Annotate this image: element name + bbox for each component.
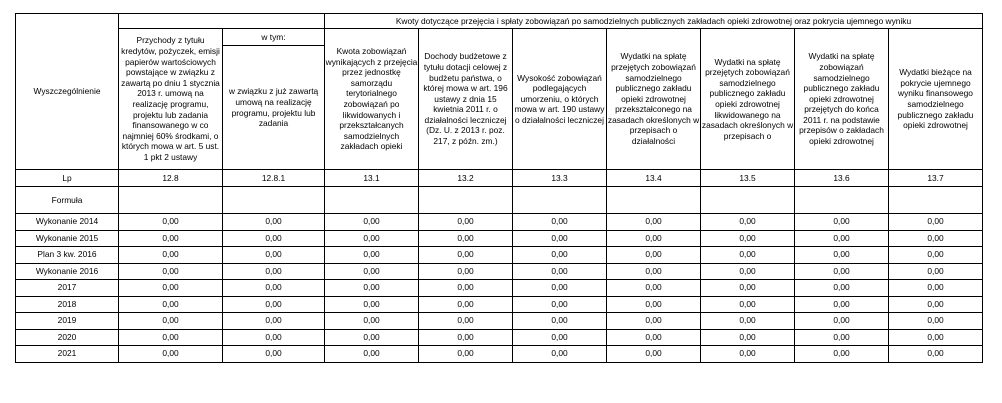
table-row bbox=[16, 214, 983, 231]
formula-cell bbox=[419, 187, 513, 214]
table-row bbox=[16, 247, 983, 264]
value-cell: 0,00 bbox=[119, 230, 223, 247]
value-cell: 0,00 bbox=[607, 296, 701, 313]
formula-cell bbox=[513, 187, 607, 214]
value-cell: 0,00 bbox=[325, 313, 419, 330]
value-cell: 0,00 bbox=[325, 346, 419, 363]
value-cell: 0,00 bbox=[889, 263, 983, 280]
formula-cell bbox=[701, 187, 795, 214]
value-cell: 0,00 bbox=[513, 329, 607, 346]
value-cell: 0,00 bbox=[795, 313, 889, 330]
value-cell: 0,00 bbox=[325, 263, 419, 280]
column-code: 13.4 bbox=[607, 170, 701, 187]
value-cell: 0,00 bbox=[513, 280, 607, 297]
column-code: 12.8 bbox=[119, 170, 223, 187]
value-cell: 0,00 bbox=[119, 313, 223, 330]
value-cell: 0,00 bbox=[889, 230, 983, 247]
value-cell: 0,00 bbox=[119, 247, 223, 264]
value-cell: 0,00 bbox=[889, 313, 983, 330]
value-cell: 0,00 bbox=[513, 214, 607, 231]
formula-cell bbox=[889, 187, 983, 214]
value-cell: 0,00 bbox=[889, 247, 983, 264]
value-cell: 0,00 bbox=[607, 346, 701, 363]
row-label: 2019 bbox=[16, 313, 119, 330]
formula-cell bbox=[119, 187, 223, 214]
column-code: 13.3 bbox=[513, 170, 607, 187]
value-cell: 0,00 bbox=[223, 214, 325, 231]
value-cell: 0,00 bbox=[119, 280, 223, 297]
column-header-13-6: Wydatki na spłatę zobowiązań samodzielnego publicznego zakładu opieki zdrowotnej przejętych do końca 2011 r. na podstawie przepisów o zakładach opieki zdrowotnej bbox=[795, 29, 889, 170]
value-cell: 0,00 bbox=[419, 313, 513, 330]
value-cell: 0,00 bbox=[795, 329, 889, 346]
value-cell: 0,00 bbox=[223, 346, 325, 363]
value-cell: 0,00 bbox=[223, 329, 325, 346]
value-cell: 0,00 bbox=[889, 346, 983, 363]
value-cell: 0,00 bbox=[701, 263, 795, 280]
table-row bbox=[16, 296, 983, 313]
value-cell: 0,00 bbox=[701, 214, 795, 231]
value-cell: 0,00 bbox=[889, 296, 983, 313]
value-cell: 0,00 bbox=[325, 214, 419, 231]
value-cell: 0,00 bbox=[607, 313, 701, 330]
value-cell: 0,00 bbox=[513, 263, 607, 280]
value-cell: 0,00 bbox=[701, 346, 795, 363]
column-header-13-2: Dochody budżetowe z tytułu dotacji celowej z budżetu państwa, o której mowa w art. 196 ustawy z dnia 15 kwietnia 2011 r. o działalności leczniczej (Dz. U. z 2013 r. poz. 217, z późn. zm.) bbox=[419, 29, 513, 170]
row-label: 2018 bbox=[16, 296, 119, 313]
row-label: 2017 bbox=[16, 280, 119, 297]
formula-cell bbox=[325, 187, 419, 214]
row-label: 2021 bbox=[16, 346, 119, 363]
value-cell: 0,00 bbox=[889, 280, 983, 297]
value-cell: 0,00 bbox=[513, 247, 607, 264]
value-cell: 0,00 bbox=[325, 230, 419, 247]
lp-label: Lp bbox=[16, 170, 119, 187]
value-cell: 0,00 bbox=[795, 263, 889, 280]
column-code: 12.8.1 bbox=[223, 170, 325, 187]
table-row bbox=[16, 280, 983, 297]
value-cell: 0,00 bbox=[513, 313, 607, 330]
value-cell: 0,00 bbox=[701, 247, 795, 264]
value-cell: 0,00 bbox=[119, 263, 223, 280]
value-cell: 0,00 bbox=[607, 247, 701, 264]
value-cell: 0,00 bbox=[325, 280, 419, 297]
row-label: Wykonanie 2016 bbox=[16, 263, 119, 280]
value-cell: 0,00 bbox=[419, 280, 513, 297]
value-cell: 0,00 bbox=[223, 296, 325, 313]
value-cell: 0,00 bbox=[419, 230, 513, 247]
value-cell: 0,00 bbox=[419, 247, 513, 264]
column-code: 13.7 bbox=[889, 170, 983, 187]
value-cell: 0,00 bbox=[795, 280, 889, 297]
formula-cell bbox=[795, 187, 889, 214]
blank-header-cell bbox=[119, 14, 325, 29]
table-row bbox=[16, 313, 983, 330]
value-cell: 0,00 bbox=[419, 214, 513, 231]
table-row bbox=[16, 329, 983, 346]
column-code: 13.6 bbox=[795, 170, 889, 187]
column-header-13-5: Wydatki na spłatę przejętych zobowiązań samodzielnego publicznego zakładu opieki zdrowotnej likwidowanego na zasadach określonych w przepisach o bbox=[701, 29, 795, 170]
value-cell: 0,00 bbox=[701, 280, 795, 297]
value-cell: 0,00 bbox=[607, 230, 701, 247]
formula-cell bbox=[607, 187, 701, 214]
value-cell: 0,00 bbox=[795, 230, 889, 247]
value-cell: 0,00 bbox=[119, 329, 223, 346]
column-header-13-7: Wydatki bieżące na pokrycie ujemnego wyniku finansowego samodzielnego publicznego zakładu opieki zdrowotnej bbox=[889, 29, 983, 170]
value-cell: 0,00 bbox=[795, 296, 889, 313]
value-cell: 0,00 bbox=[119, 346, 223, 363]
financial-table bbox=[15, 13, 983, 363]
column-header-12-8-1: w związku z już zawartą umową na realizację programu, projektu lub zadania bbox=[223, 46, 325, 170]
value-cell: 0,00 bbox=[119, 296, 223, 313]
formula-label: Formuła bbox=[16, 187, 119, 214]
w-tym-label: w tym: bbox=[223, 29, 325, 46]
value-cell: 0,00 bbox=[701, 230, 795, 247]
column-code: 13.1 bbox=[325, 170, 419, 187]
value-cell: 0,00 bbox=[607, 263, 701, 280]
value-cell: 0,00 bbox=[223, 280, 325, 297]
table-row bbox=[16, 263, 983, 280]
row-label: Wykonanie 2014 bbox=[16, 214, 119, 231]
value-cell: 0,00 bbox=[701, 296, 795, 313]
value-cell: 0,00 bbox=[795, 247, 889, 264]
column-header-12-8: Przychody z tytułu kredytów, pożyczek, emisji papierów wartościowych powstające w związku z zawartą po dniu 1 stycznia 2013 r. umową na realizację programu, projektu lub zadania finansowanego w co najmniej 60% środkami, o których mowa w art. 5 ust. 1 pkt 2 ustawy bbox=[119, 29, 223, 170]
formula-cell bbox=[223, 187, 325, 214]
value-cell: 0,00 bbox=[701, 313, 795, 330]
row-label: Wykonanie 2015 bbox=[16, 230, 119, 247]
value-cell: 0,00 bbox=[607, 280, 701, 297]
value-cell: 0,00 bbox=[223, 247, 325, 264]
wyszczegolnienie-header: Wyszczególnienie bbox=[16, 14, 119, 170]
column-code: 13.5 bbox=[701, 170, 795, 187]
value-cell: 0,00 bbox=[513, 346, 607, 363]
value-cell: 0,00 bbox=[119, 214, 223, 231]
value-cell: 0,00 bbox=[223, 263, 325, 280]
value-cell: 0,00 bbox=[223, 313, 325, 330]
value-cell: 0,00 bbox=[325, 296, 419, 313]
value-cell: 0,00 bbox=[419, 263, 513, 280]
section-header: Kwoty dotyczące przejęcia i spłaty zobowiązań po samodzielnych publicznych zakładach opieki zdrowotnej oraz pokrycia ujemnego wyniku bbox=[325, 14, 983, 29]
value-cell: 0,00 bbox=[889, 329, 983, 346]
value-cell: 0,00 bbox=[419, 329, 513, 346]
value-cell: 0,00 bbox=[513, 296, 607, 313]
value-cell: 0,00 bbox=[419, 346, 513, 363]
column-header-13-1: Kwota zobowiązań wynikających z przejęcia przez jednostkę samorządu terytorialnego zobowiązań po likwidowanych i przekształcanych samodzielnych zakładach opieki bbox=[325, 29, 419, 170]
value-cell: 0,00 bbox=[889, 214, 983, 231]
value-cell: 0,00 bbox=[223, 230, 325, 247]
column-code: 13.2 bbox=[419, 170, 513, 187]
value-cell: 0,00 bbox=[795, 346, 889, 363]
column-header-13-4: Wydatki na spłatę przejętych zobowiązań samodzielnego publicznego zakładu opieki zdrowotnej przekształconego na zasadach określonych w przepisach o działalności bbox=[607, 29, 701, 170]
value-cell: 0,00 bbox=[325, 247, 419, 264]
table-row bbox=[16, 346, 983, 363]
value-cell: 0,00 bbox=[419, 296, 513, 313]
row-label: 2020 bbox=[16, 329, 119, 346]
value-cell: 0,00 bbox=[795, 214, 889, 231]
value-cell: 0,00 bbox=[325, 329, 419, 346]
value-cell: 0,00 bbox=[607, 214, 701, 231]
value-cell: 0,00 bbox=[513, 230, 607, 247]
row-label: Plan 3 kw. 2016 bbox=[16, 247, 119, 264]
table-row bbox=[16, 230, 983, 247]
value-cell: 0,00 bbox=[607, 329, 701, 346]
column-header-13-3: Wysokość zobowiązań podlegających umorzeniu, o których mowa w art. 190 ustawy o działalności leczniczej bbox=[513, 29, 607, 170]
value-cell: 0,00 bbox=[701, 329, 795, 346]
